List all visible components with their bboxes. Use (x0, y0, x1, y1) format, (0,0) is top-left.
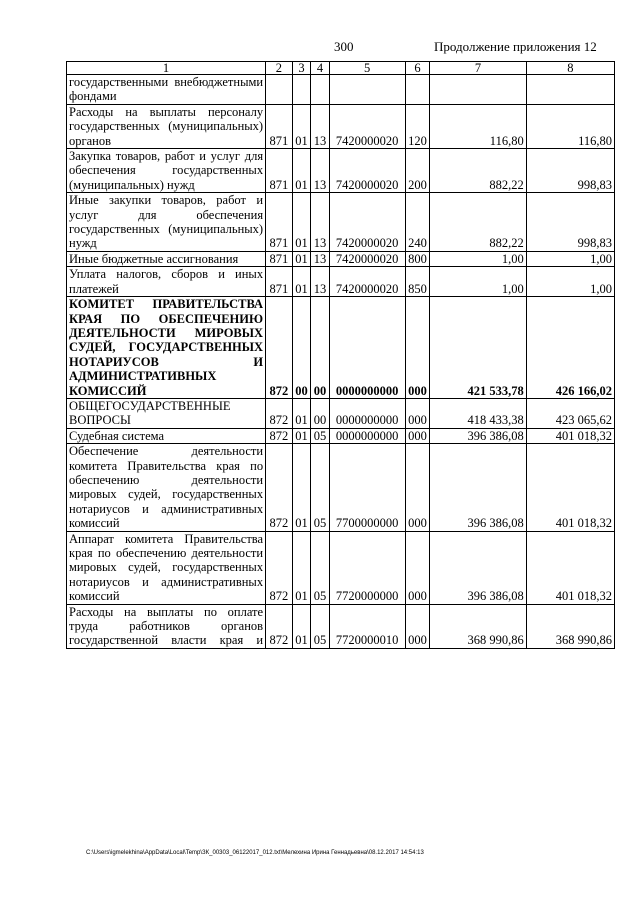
cell-target-article: 7720000010 (329, 604, 405, 648)
column-number: 4 (311, 62, 329, 75)
table-row (67, 267, 615, 297)
cell-subsection: 00 (311, 398, 329, 428)
cell-admin-code: 872 (266, 428, 293, 443)
page-number: 300 (334, 39, 354, 54)
column-number: 1 (67, 62, 266, 75)
cell-subsection: 05 (311, 604, 329, 648)
cell-amount-year-1: 368 990,86 (430, 604, 526, 648)
cell-expense-type: 800 (405, 251, 430, 266)
row-name: КОМИТЕТ ПРАВИТЕЛЬСТВА КРАЯ ПО ОБЕСПЕЧЕНИЮ ДЕЯТЕЛЬНОСТИ МИРОВЫХ СУДЕЙ, ГОСУДАРСТВЕННЫХ НОТАРИУСОВ И АДМИНИСТРАТИВНЫХ КОМИССИЙ (67, 297, 266, 399)
cell-subsection: 05 (311, 531, 329, 604)
cell-amount-year-2: 401 018,32 (526, 428, 614, 443)
cell-amount-year-2: 401 018,32 (526, 531, 614, 604)
cell-section: 01 (292, 251, 310, 266)
cell-admin-code: 871 (266, 193, 293, 252)
cell-section: 01 (292, 531, 310, 604)
cell-section: 01 (292, 428, 310, 443)
row-name: Иные закупки товаров, работ и услуг для обеспечения государственных (муниципальных) нужд (67, 193, 266, 252)
cell-target-article: 0000000000 (329, 297, 405, 399)
cell-section: 01 (292, 193, 310, 252)
row-name: Обеспечение деятельности комитета Правительства края по обеспечению деятельности мировых судей, государственных нотариусов и административных комиссий (67, 444, 266, 531)
cell-section: 01 (292, 444, 310, 531)
row-name: государственными внебюджетными фондами (67, 75, 266, 105)
cell-section: 01 (292, 149, 310, 193)
cell-amount-year-1: 421 533,78 (430, 297, 526, 399)
table-row (67, 75, 615, 105)
cell-expense-type: 000 (405, 428, 430, 443)
cell-admin-code: 871 (266, 104, 293, 148)
table-row (67, 398, 615, 428)
cell-admin-code: 871 (266, 149, 293, 193)
cell-target-article: 7420000020 (329, 267, 405, 297)
table-row (67, 444, 615, 531)
cell-expense-type: 240 (405, 193, 430, 252)
cell-amount-year-2: 426 166,02 (526, 297, 614, 399)
cell-admin-code: 872 (266, 604, 293, 648)
cell-amount-year-2: 401 018,32 (526, 444, 614, 531)
page-header (0, 39, 640, 57)
cell-admin-code: 872 (266, 297, 293, 399)
row-name: Иные бюджетные ассигнования (67, 251, 266, 266)
cell-expense-type: 000 (405, 297, 430, 399)
table-row (67, 149, 615, 193)
cell-amount-year-2: 1,00 (526, 251, 614, 266)
table-row (67, 428, 615, 443)
cell-expense-type: 120 (405, 104, 430, 148)
cell-amount-year-2: 116,80 (526, 104, 614, 148)
cell-subsection (311, 75, 329, 105)
cell-target-article: 0000000000 (329, 398, 405, 428)
cell-section: 01 (292, 104, 310, 148)
cell-target-article (329, 75, 405, 105)
table-row (67, 104, 615, 148)
row-name: ОБЩЕГОСУДАРСТВЕННЫЕ ВОПРОСЫ (67, 398, 266, 428)
cell-subsection: 05 (311, 444, 329, 531)
column-number: 5 (329, 62, 405, 75)
cell-admin-code: 871 (266, 251, 293, 266)
cell-amount-year-1: 418 433,38 (430, 398, 526, 428)
cell-subsection: 13 (311, 251, 329, 266)
cell-admin-code: 872 (266, 398, 293, 428)
cell-expense-type: 850 (405, 267, 430, 297)
row-name: Судебная система (67, 428, 266, 443)
cell-amount-year-1: 1,00 (430, 267, 526, 297)
cell-section: 01 (292, 398, 310, 428)
cell-subsection: 13 (311, 149, 329, 193)
column-number: 7 (430, 62, 526, 75)
column-number: 6 (405, 62, 430, 75)
cell-amount-year-2: 998,83 (526, 193, 614, 252)
column-number: 3 (292, 62, 310, 75)
cell-subsection: 00 (311, 297, 329, 399)
table-row (67, 604, 615, 648)
cell-amount-year-1 (430, 75, 526, 105)
cell-target-article: 7420000020 (329, 104, 405, 148)
cell-subsection: 13 (311, 104, 329, 148)
column-number: 2 (266, 62, 293, 75)
cell-expense-type: 000 (405, 531, 430, 604)
cell-amount-year-1: 396 386,08 (430, 444, 526, 531)
cell-expense-type (405, 75, 430, 105)
cell-amount-year-1: 116,80 (430, 104, 526, 148)
cell-amount-year-2: 423 065,62 (526, 398, 614, 428)
table-row-department-total (67, 297, 615, 399)
cell-target-article: 0000000000 (329, 428, 405, 443)
cell-amount-year-2: 998,83 (526, 149, 614, 193)
cell-amount-year-2: 368 990,86 (526, 604, 614, 648)
cell-target-article: 7700000000 (329, 444, 405, 531)
cell-amount-year-1: 396 386,08 (430, 428, 526, 443)
column-number-row (67, 62, 615, 75)
cell-expense-type: 000 (405, 398, 430, 428)
table-row (67, 193, 615, 252)
cell-target-article: 7420000020 (329, 193, 405, 252)
budget-table (66, 61, 615, 649)
cell-subsection: 13 (311, 193, 329, 252)
cell-expense-type: 200 (405, 149, 430, 193)
table-row (67, 531, 615, 604)
cell-admin-code: 871 (266, 267, 293, 297)
cell-subsection: 05 (311, 428, 329, 443)
cell-amount-year-1: 396 386,08 (430, 531, 526, 604)
cell-target-article: 7720000000 (329, 531, 405, 604)
cell-section: 01 (292, 267, 310, 297)
cell-target-article: 7420000020 (329, 251, 405, 266)
cell-admin-code: 872 (266, 531, 293, 604)
cell-section: 00 (292, 297, 310, 399)
cell-amount-year-1: 1,00 (430, 251, 526, 266)
cell-subsection: 13 (311, 267, 329, 297)
row-name: Закупка товаров, работ и услуг для обеспечения государственных (муниципальных) нужд (67, 149, 266, 193)
cell-section (292, 75, 310, 105)
row-name: Расходы на выплаты персоналу государственных (муниципальных) органов (67, 104, 266, 148)
cell-target-article: 7420000020 (329, 149, 405, 193)
appendix-continuation-label: Продолжение приложения 12 (434, 39, 597, 54)
cell-section: 01 (292, 604, 310, 648)
row-name: Уплата налогов, сборов и иных платежей (67, 267, 266, 297)
row-name: Расходы на выплаты по оплате труда работников органов государственной власти края и (67, 604, 266, 648)
cell-amount-year-2: 1,00 (526, 267, 614, 297)
cell-amount-year-2 (526, 75, 614, 105)
column-number: 8 (526, 62, 614, 75)
cell-expense-type: 000 (405, 604, 430, 648)
cell-amount-year-1: 882,22 (430, 193, 526, 252)
row-name: Аппарат комитета Правительства края по обеспечению деятельности мировых судей, государственных нотариусов и административных комиссий (67, 531, 266, 604)
cell-expense-type: 000 (405, 444, 430, 531)
cell-admin-code: 872 (266, 444, 293, 531)
cell-amount-year-1: 882,22 (430, 149, 526, 193)
table-row (67, 251, 615, 266)
file-path-footer: C:\Users\igmelekhina\AppData\Local\Temp\ЗК_00303_06122017_012.txt\Мелехина Ирина Геннадьевна\08.12.2017 14:54:13 (86, 850, 424, 856)
cell-admin-code (266, 75, 293, 105)
